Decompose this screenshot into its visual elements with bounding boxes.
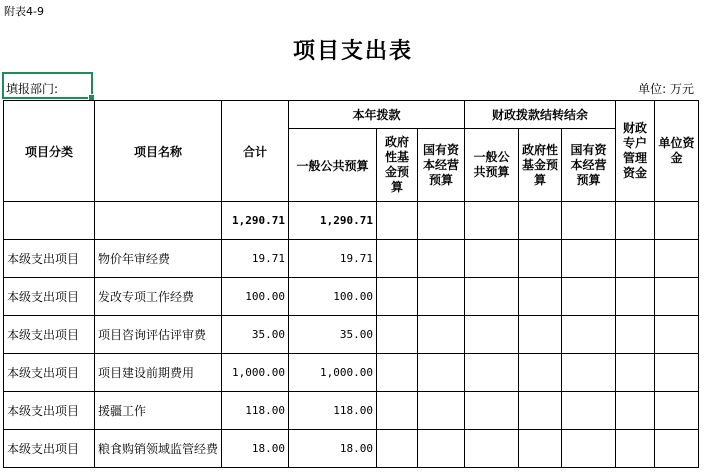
total-row-total[interactable]: 1,290.71 <box>222 202 289 240</box>
header-project-name[interactable]: 项目名称 <box>95 101 222 202</box>
row-general-budget[interactable]: 1,000.00 <box>289 354 377 392</box>
cell[interactable] <box>465 316 519 354</box>
row-project-name[interactable]: 援疆工作 <box>95 392 222 430</box>
cell[interactable] <box>418 202 465 240</box>
header-special-account-fund[interactable]: 财政专户管理资金 <box>616 101 655 202</box>
header-total[interactable]: 合计 <box>222 101 289 202</box>
cell[interactable] <box>465 278 519 316</box>
cell[interactable] <box>655 316 699 354</box>
row-project-name[interactable]: 发改专项工作经费 <box>95 278 222 316</box>
header-general-budget[interactable]: 一般公共预算 <box>289 129 377 202</box>
cell[interactable] <box>377 202 418 240</box>
header-carryover-balance[interactable]: 财政拨款结转结余 <box>465 101 616 129</box>
cell[interactable] <box>418 430 465 468</box>
cell[interactable] <box>465 240 519 278</box>
cell[interactable] <box>655 278 699 316</box>
table-row <box>4 316 699 354</box>
cell[interactable] <box>519 354 562 392</box>
table-row <box>4 430 699 468</box>
cell[interactable] <box>562 354 616 392</box>
cell[interactable] <box>616 354 655 392</box>
unit-label: 单位: 万元 <box>638 82 694 96</box>
cell[interactable] <box>562 392 616 430</box>
row-total[interactable]: 35.00 <box>222 316 289 354</box>
row-general-budget[interactable]: 19.71 <box>289 240 377 278</box>
cell[interactable] <box>377 278 418 316</box>
cell[interactable] <box>655 392 699 430</box>
row-general-budget[interactable]: 18.00 <box>289 430 377 468</box>
cell[interactable] <box>519 392 562 430</box>
cell[interactable] <box>377 392 418 430</box>
header-carry-state-capital-budget[interactable]: 国有资本经营预算 <box>562 129 616 202</box>
row-project-name[interactable]: 粮食购销领域监管经费 <box>95 430 222 468</box>
cell[interactable] <box>418 354 465 392</box>
row-category[interactable]: 本级支出项目 <box>4 392 95 430</box>
cell[interactable] <box>465 202 519 240</box>
selected-cell-outline[interactable] <box>2 72 93 99</box>
cell[interactable] <box>616 316 655 354</box>
cell[interactable] <box>616 392 655 430</box>
cell[interactable] <box>655 354 699 392</box>
cell[interactable] <box>655 202 699 240</box>
row-total[interactable]: 118.00 <box>222 392 289 430</box>
header-carry-general-budget[interactable]: 一般公共预算 <box>465 129 519 202</box>
fill-department-label: 填报部门: <box>6 82 59 96</box>
cell[interactable] <box>616 278 655 316</box>
cell[interactable] <box>562 240 616 278</box>
cell[interactable] <box>562 202 616 240</box>
row-category[interactable]: 本级支出项目 <box>4 278 95 316</box>
cell[interactable] <box>377 430 418 468</box>
cell[interactable] <box>562 430 616 468</box>
cell[interactable] <box>95 202 222 240</box>
cell[interactable] <box>616 430 655 468</box>
cell[interactable] <box>519 202 562 240</box>
cell[interactable] <box>519 278 562 316</box>
cell[interactable] <box>519 316 562 354</box>
cell[interactable] <box>562 278 616 316</box>
cell[interactable] <box>519 430 562 468</box>
row-total[interactable]: 18.00 <box>222 430 289 468</box>
cell[interactable] <box>655 240 699 278</box>
cell[interactable] <box>655 430 699 468</box>
project-expenditure-table <box>3 100 699 468</box>
row-category[interactable]: 本级支出项目 <box>4 240 95 278</box>
row-category[interactable]: 本级支出项目 <box>4 316 95 354</box>
cell[interactable] <box>418 278 465 316</box>
cell[interactable] <box>616 202 655 240</box>
cell[interactable] <box>465 354 519 392</box>
cell[interactable] <box>562 316 616 354</box>
row-category[interactable]: 本级支出项目 <box>4 354 95 392</box>
cell[interactable] <box>4 202 95 240</box>
cell[interactable] <box>418 316 465 354</box>
cell[interactable] <box>616 240 655 278</box>
table-row <box>4 392 699 430</box>
cell[interactable] <box>377 354 418 392</box>
row-general-budget[interactable]: 100.00 <box>289 278 377 316</box>
cell[interactable] <box>418 240 465 278</box>
row-project-name[interactable]: 项目建设前期费用 <box>95 354 222 392</box>
row-total[interactable]: 19.71 <box>222 240 289 278</box>
total-row <box>4 202 699 240</box>
row-general-budget[interactable]: 35.00 <box>289 316 377 354</box>
total-row-general-budget[interactable]: 1,290.71 <box>289 202 377 240</box>
row-total[interactable]: 1,000.00 <box>222 354 289 392</box>
header-current-year-allocation[interactable]: 本年拨款 <box>289 101 465 129</box>
header-category[interactable]: 项目分类 <box>4 101 95 202</box>
cell[interactable] <box>418 392 465 430</box>
cell[interactable] <box>377 316 418 354</box>
table-row <box>4 278 699 316</box>
cell[interactable] <box>519 240 562 278</box>
table-row <box>4 354 699 392</box>
cell[interactable] <box>465 392 519 430</box>
table-row <box>4 240 699 278</box>
header-carry-gov-fund-budget[interactable]: 政府性基金预算 <box>519 129 562 202</box>
row-category[interactable]: 本级支出项目 <box>4 430 95 468</box>
sheet-note: 附表4-9 <box>4 5 44 18</box>
page-title: 项目支出表 <box>292 39 413 64</box>
cell[interactable] <box>465 430 519 468</box>
row-project-name[interactable]: 项目咨询评估评审费 <box>95 316 222 354</box>
header-unit-fund[interactable]: 单位资金 <box>655 101 699 202</box>
row-general-budget[interactable]: 118.00 <box>289 392 377 430</box>
row-total[interactable]: 100.00 <box>222 278 289 316</box>
header-gov-fund-budget[interactable]: 政府性基金预算 <box>377 129 418 202</box>
header-state-capital-budget[interactable]: 国有资本经营预算 <box>418 129 465 202</box>
cell[interactable] <box>377 240 418 278</box>
row-project-name[interactable]: 物价年审经费 <box>95 240 222 278</box>
